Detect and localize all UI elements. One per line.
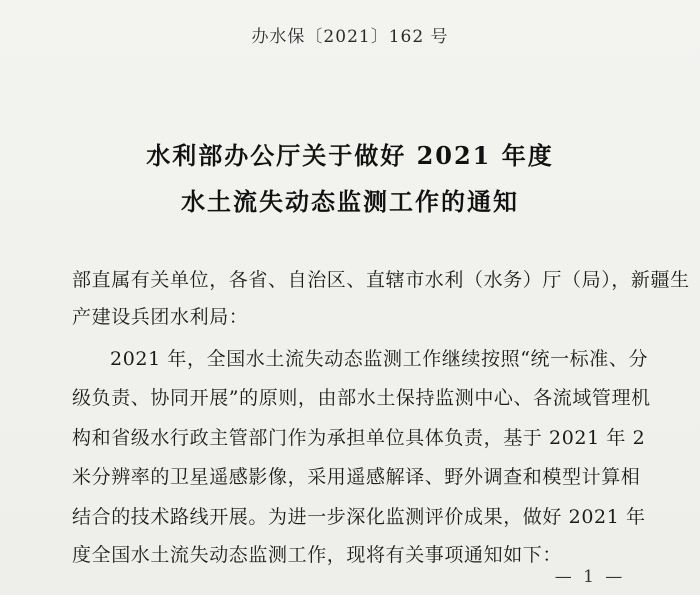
paragraph-line-6: 度全国水土流失动态监测工作，现将有关事项通知如下： xyxy=(72,544,563,566)
title-line-1: 水利部办公厅关于做好 2021 年度 xyxy=(146,141,554,170)
title-line-2: 水土流失动态监测工作的通知 xyxy=(181,187,519,216)
paragraph-line-4: 米分辨率的卫星遥感影像，采用遥感解译、野外调查和模型计算相 xyxy=(72,466,641,488)
salutation-line-1: 部直属有关单位，各省、自治区、直辖市水利（水务）厅（局），新疆生 xyxy=(72,269,690,291)
paragraph-line-3: 构和省级水行政主管部门作为承担单位具体负责，基于 2021 年 2 xyxy=(72,427,646,449)
paragraph-line-2: 级负责、协同开展”的原则，由部水土保持监测中心、各流域管理机 xyxy=(72,387,651,409)
salutation-line-2: 产建设兵团水利局： xyxy=(72,306,249,328)
document-number: 办水保〔2021〕162 号 xyxy=(251,27,449,47)
paragraph-line-1: 2021 年，全国水土流失动态监测工作继续按照“统一标准、分 xyxy=(110,348,649,370)
paragraph-line-5: 结合的技术路线开展。为进一步深化监测评价成果，做好 2021 年 xyxy=(72,506,646,528)
page-number: — 1 — xyxy=(554,567,626,587)
